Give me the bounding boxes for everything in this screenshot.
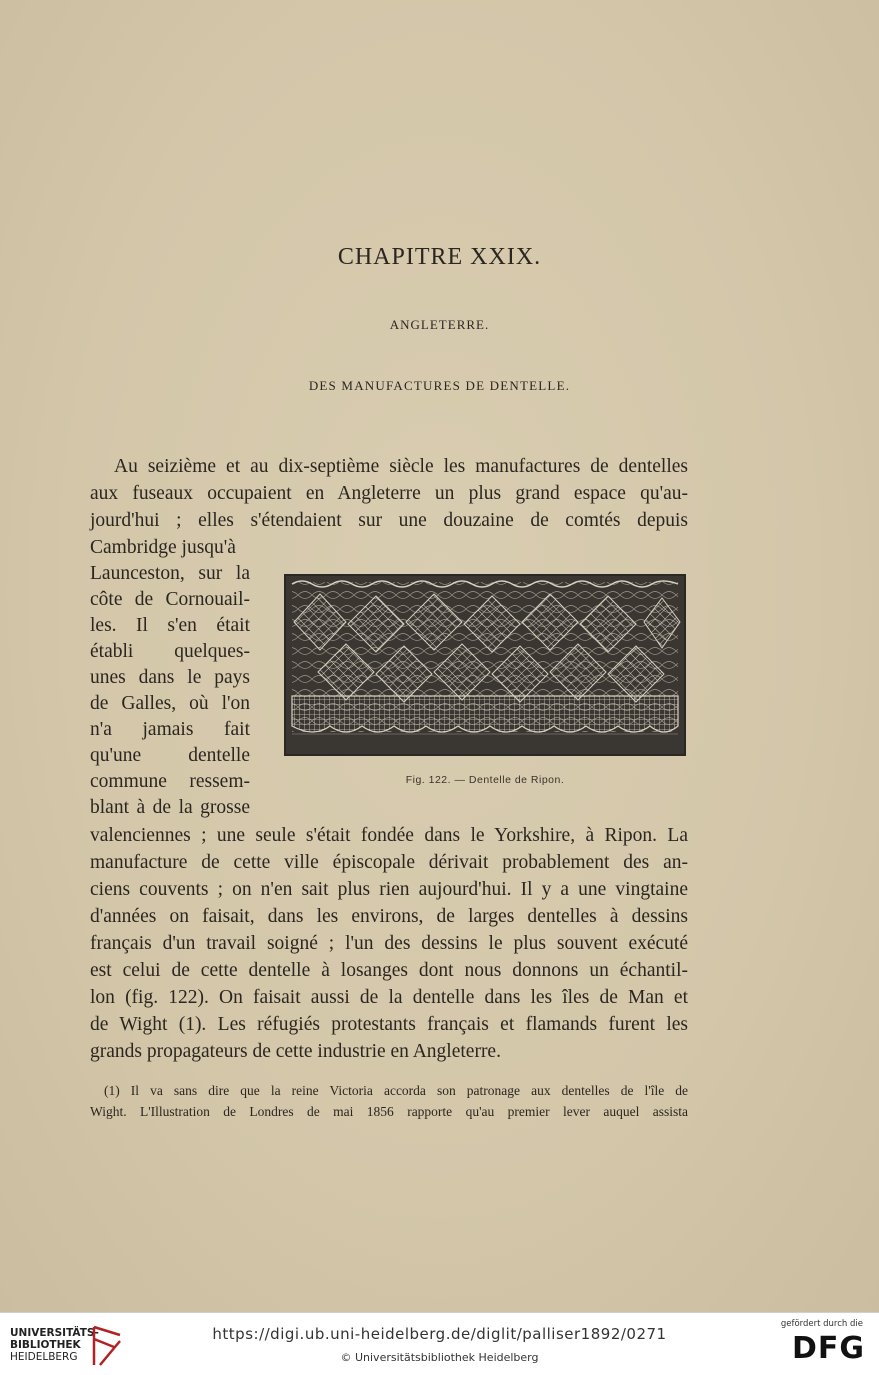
chapter-title: CHAPITRE XXIX.: [337, 244, 542, 270]
lace-figure-image: [284, 574, 686, 756]
text-line: côte de Cornouail-: [90, 589, 250, 610]
text-line: de Galles, où l'on: [90, 693, 250, 714]
text-line: Cambridge jusqu'à: [90, 537, 236, 558]
library-name-line: BIBLIOTHEK: [10, 1339, 81, 1351]
text-line: lon (fig. 122). On faisait aussi de la dentelle dans les îles de Man et: [90, 987, 688, 1008]
text-line: n'a jamais fait: [90, 719, 250, 740]
footnote-line: Wight. L'Illustration de Londres de mai 1856 rapporte qu'au premier lever auquel assista: [90, 1104, 688, 1119]
text-line: jourd'hui ; elles s'étendaient sur une douzaine de comtés depuis: [90, 510, 688, 531]
text-line: les. Il s'en était: [90, 615, 250, 636]
text-line: grands propagateurs de cette industrie en Angleterre.: [90, 1041, 501, 1062]
text-line: Launceston, sur la: [90, 563, 250, 584]
library-name-line: HEIDELBERG: [10, 1351, 78, 1363]
lace-pattern-illustration: [284, 574, 686, 756]
text-line: qu'une dentelle: [90, 745, 250, 766]
figure-caption: Fig. 122. — Dentelle de Ripon.: [405, 774, 565, 786]
text-line: est celui de cette dentelle à losanges dont nous donnons un échantil-: [90, 960, 688, 981]
viewer-footer: [0, 1312, 879, 1375]
text-line: établi quelques-: [90, 641, 250, 662]
footnote-line: (1) Il va sans dire que la reine Victoria accorda son patronage aux dentelles de l'île de: [104, 1083, 688, 1098]
dfg-logo[interactable]: DFG: [791, 1331, 865, 1366]
library-name-line: UNIVERSITÄTS-: [10, 1327, 99, 1339]
text-line: aux fuseaux occupaient en Angleterre un plus grand espace qu'au-: [90, 483, 688, 504]
text-line: français d'un travail soigné ; l'un des dessins le plus souvent exécuté: [90, 933, 688, 954]
text-line: unes dans le pays: [90, 667, 250, 688]
text-line: blant à de la grosse: [90, 797, 250, 818]
copyright-notice: © Universitätsbibliothek Heidelberg: [340, 1351, 539, 1364]
section-heading: DES MANUFACTURES DE DENTELLE.: [308, 378, 571, 393]
text-line: Au seizième et au dix-septième siècle les manufactures de dentelles: [114, 456, 688, 477]
funding-label: gefördert durch die: [780, 1319, 863, 1329]
text-line: ciens couvents ; on n'en sait plus rien aujourd'hui. Il y a une vingtaine: [90, 879, 688, 900]
text-line: commune ressem-: [90, 771, 250, 792]
text-line: manufacture de cette ville épiscopale dérivait probablement des an-: [90, 852, 688, 873]
chapter-subtitle: ANGLETERRE.: [389, 317, 490, 332]
text-line: valenciennes ; une seule s'était fondée dans le Yorkshire, à Ripon. La: [90, 825, 688, 846]
text-line: de Wight (1). Les réfugiés protestants français et flamands furent les: [90, 1014, 688, 1035]
text-line: d'années on faisait, dans les environs, de larges dentelles à dessins: [90, 906, 688, 927]
permalink-url[interactable]: https://digi.ub.uni-heidelberg.de/diglit/palliser1892/0271: [212, 1325, 667, 1343]
